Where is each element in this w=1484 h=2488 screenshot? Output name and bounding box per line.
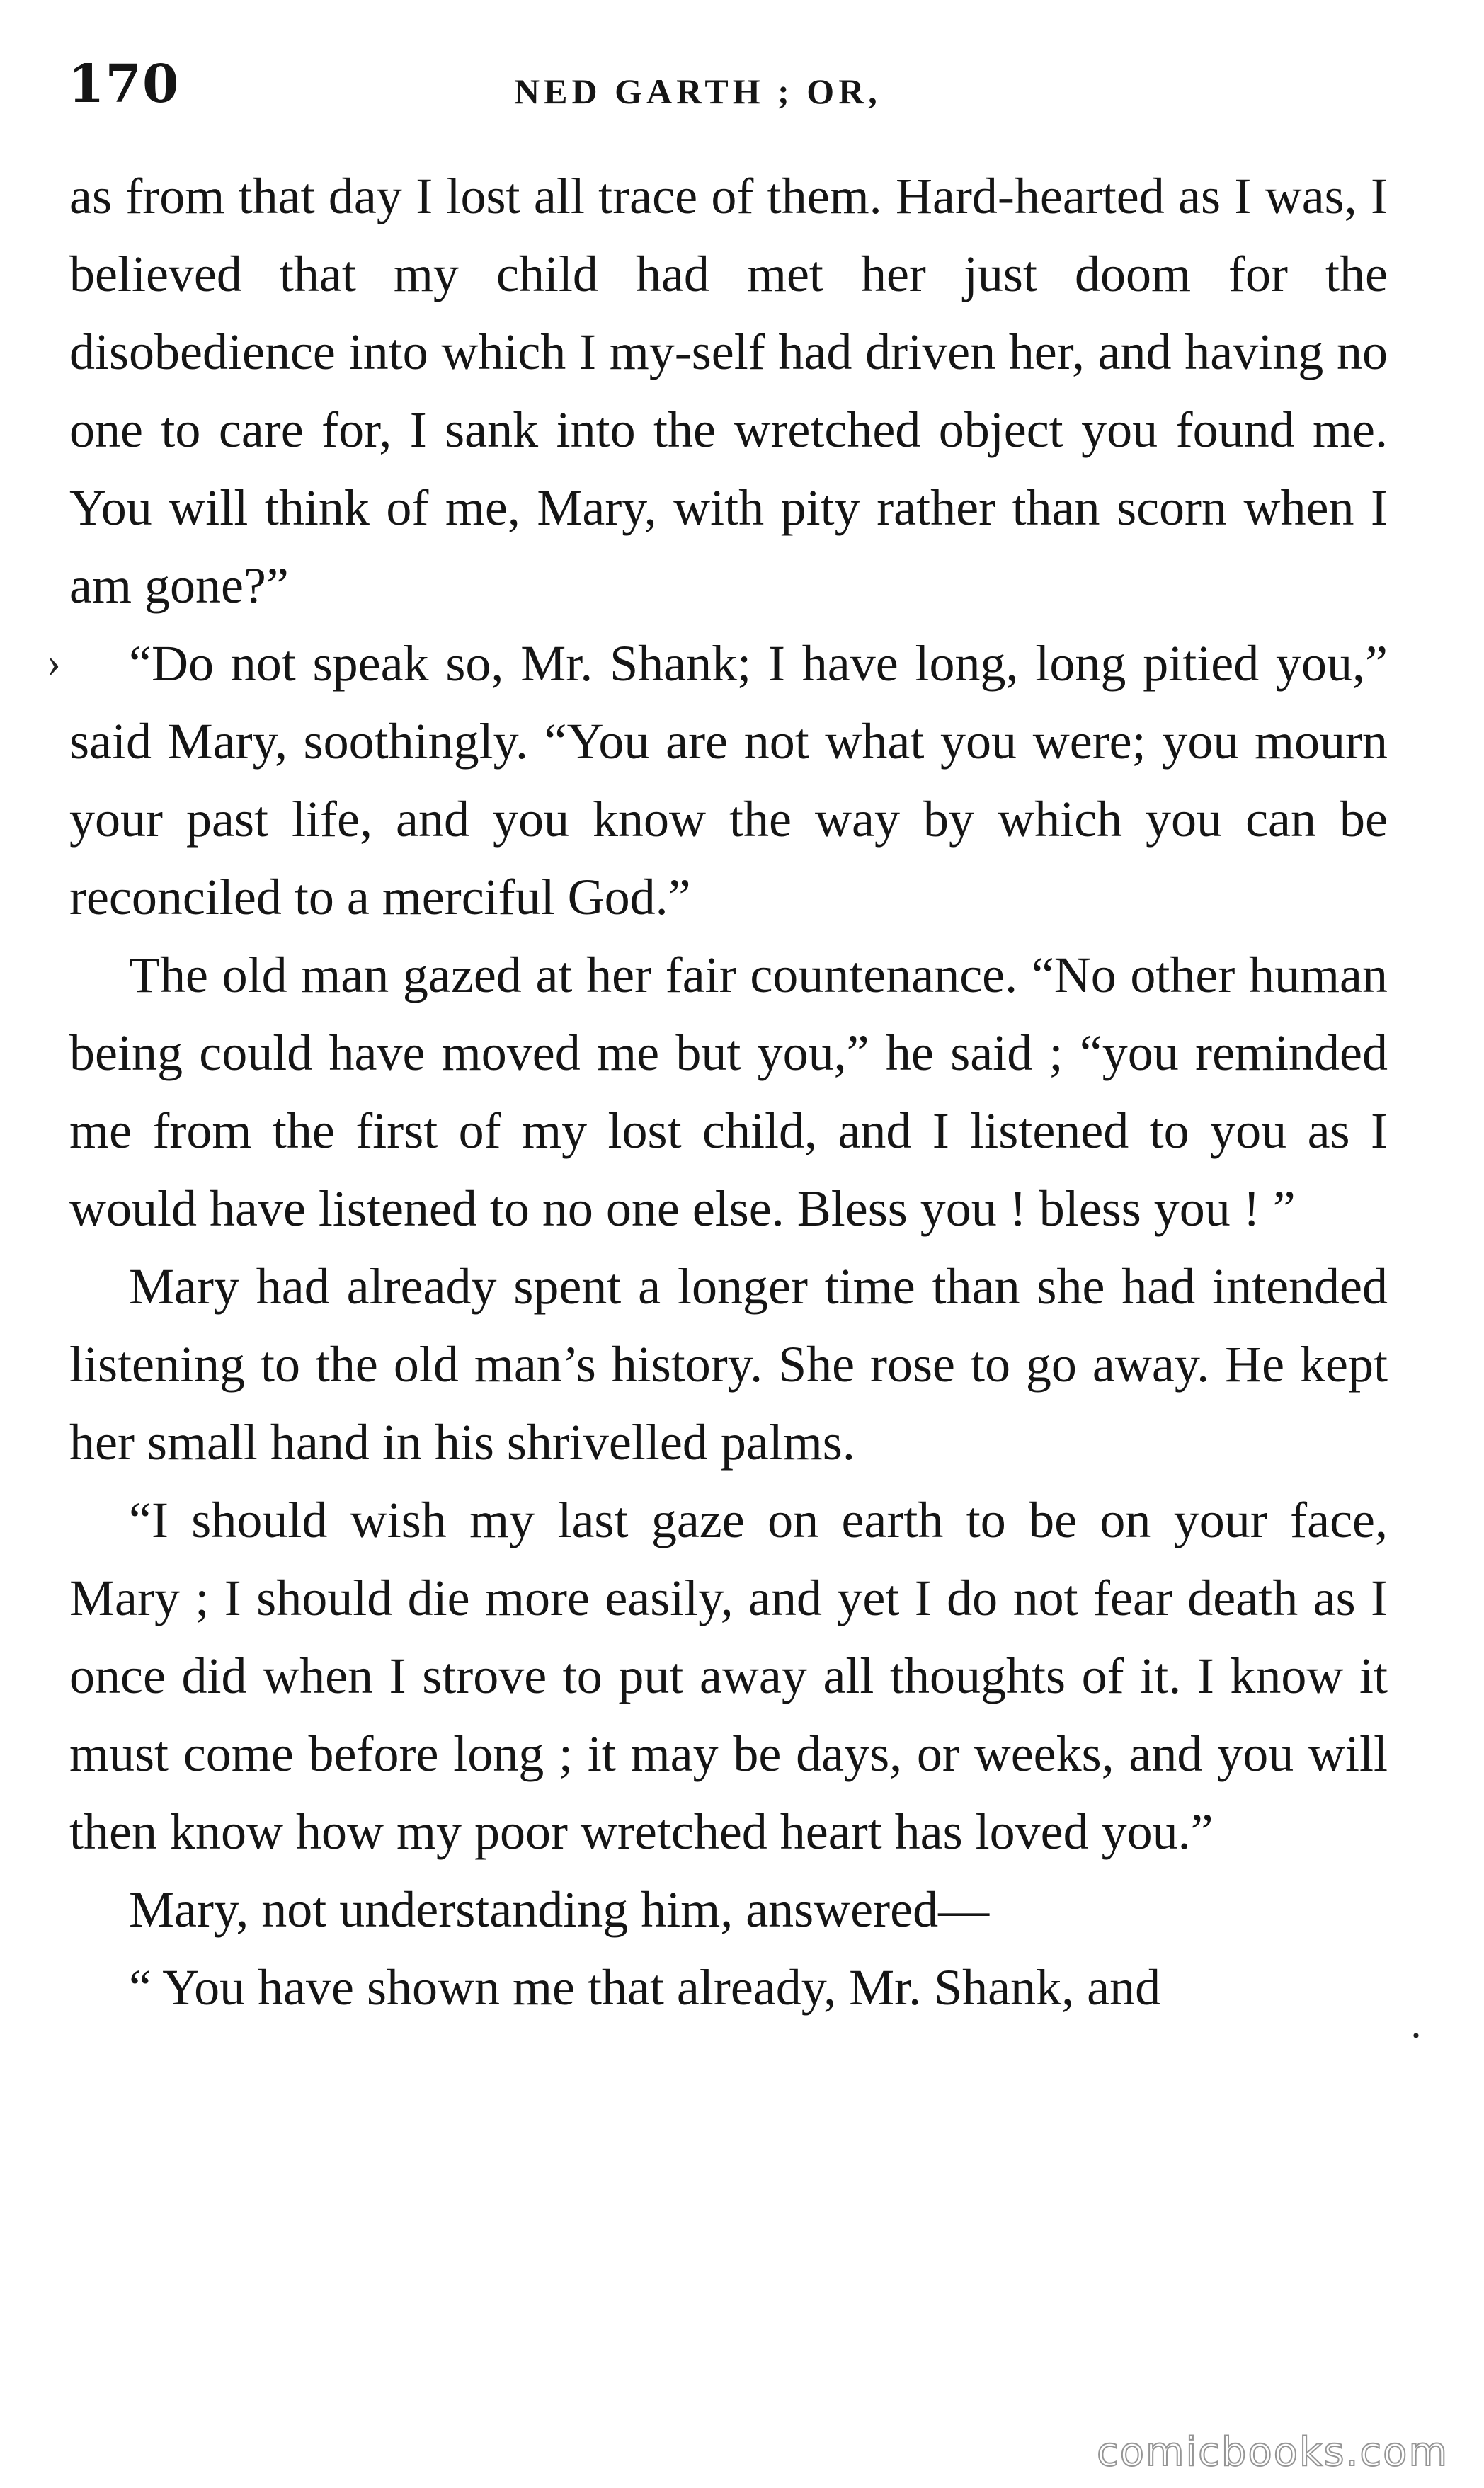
paragraph-5: “I should wish my last gaze on earth to be on your face, Mary ; I should die more easily, and yet I do not fear death as I once did when I strove to put away all thoughts of it. I know it must come before long ; it may be days, or weeks, and you will then know how my poor wretched heart has loved you.” <box>69 1492 1388 1860</box>
paragraph-7: “ You have shown me that already, Mr. Shank, and <box>129 1959 1161 2016</box>
paragraph-4: Mary had already spent a longer time than she had intended listening to the old man’s history. She rose to go away. He kept her small hand in his shrivelled palms. <box>69 1258 1388 1471</box>
running-title: NED GARTH ; OR, <box>514 72 881 111</box>
margin-mark-right: · <box>1409 2012 1423 2059</box>
paragraph-1: as from that day I lost all trace of them. Hard-hearted as I was, I believed that my child had met her just doom for the disobedience into which I my-self had driven her, and having no one to care for, I sank into the wretched object you found me. You will think of me, Mary, with pity rather than scorn when I am gone?” <box>69 168 1388 614</box>
page-number: 170 <box>68 54 180 115</box>
paragraph-2: “Do not speak so, Mr. Shank; I have long, long pitied you,” said Mary, soothingly. “You are not what you were; you mourn your past life, and you know the way by which you can be reconciled to a merciful God.” <box>69 635 1388 925</box>
margin-mark-left: › <box>47 639 61 685</box>
running-head <box>68 50 1399 127</box>
paragraph-3: The old man gazed at her fair countenance. “No other human being could have moved me but you,” he said ; “you reminded me from the first of my lost child, and I listened to you as I would have listened to no one else. Bless you ! bless you ! ” <box>69 947 1388 1237</box>
body-text <box>69 157 1388 2026</box>
watermark: comicbooks.com <box>1096 2429 1449 2475</box>
paragraph-6: Mary, not understanding him, answered— <box>129 1881 990 1938</box>
